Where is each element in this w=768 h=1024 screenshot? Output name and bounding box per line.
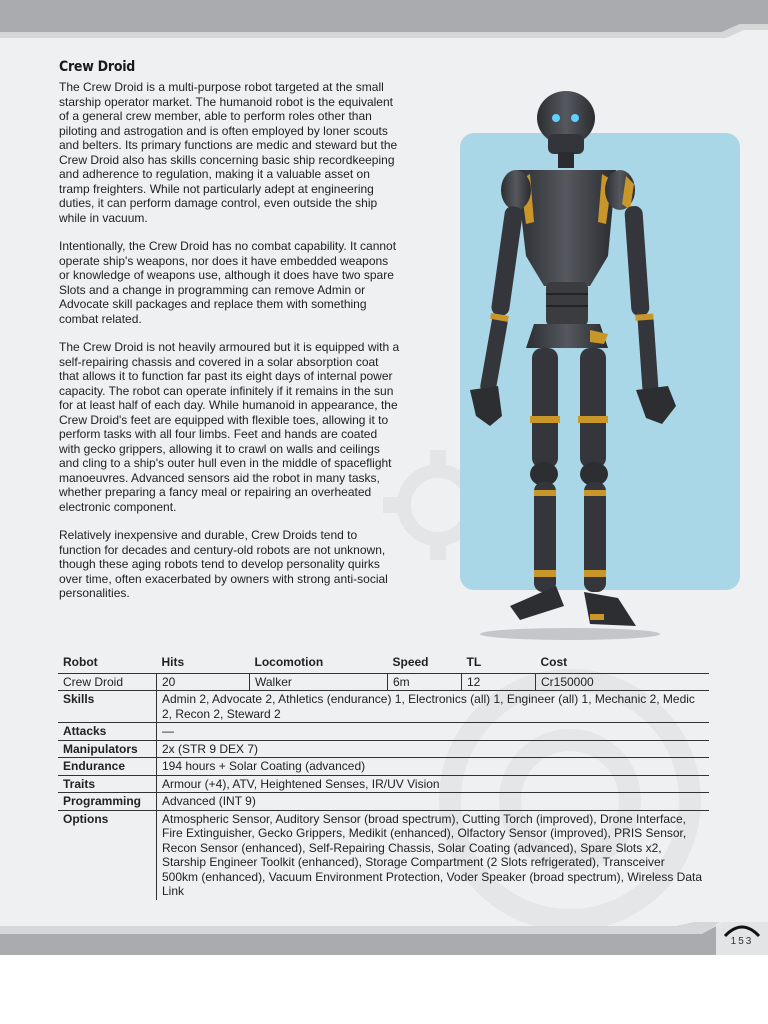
row-value: Advanced (INT 9) xyxy=(157,793,710,811)
table-cell: Cr150000 xyxy=(536,673,710,691)
table-header-row xyxy=(58,654,709,673)
row-value: Armour (+4), ATV, Heightened Senses, IR/UV Vision xyxy=(157,775,710,793)
table-cell: Walker xyxy=(250,673,388,691)
row-value: Atmospheric Sensor, Auditory Sensor (broad spectrum), Cutting Torch (improved), Drone Interface, Fire Extinguisher, Gecko Grippers, Medikit (enhanced), Olfactory Sensor (improved), PRIS Sensor, Recon Sensor (enhanced), Self-Repairing Chassis, Solar Coating (advanced), Spare Slots x2, Starship Engineer Toolkit (enhanced), Storage Compartment (2 Slots refrigerated), Transceiver 500km (enhanced), Vacuum Environment Protection, Voder Speaker (broad spectrum), Wireless Data Link xyxy=(157,810,710,900)
body-text xyxy=(59,80,401,615)
footer-band xyxy=(0,922,768,955)
table-row xyxy=(58,691,709,723)
page-number xyxy=(722,920,762,950)
row-value: — xyxy=(157,723,710,741)
page-number-text: 153 xyxy=(730,936,754,947)
column-header: TL xyxy=(462,654,536,673)
table-row xyxy=(58,723,709,741)
row-label: Manipulators xyxy=(58,740,157,758)
row-label: Traits xyxy=(58,775,157,793)
table-row xyxy=(58,793,709,811)
paragraph: The Crew Droid is a multi-purpose robot targeted at the small starship operator market. The humanoid robot is the equivalent of a general crew member, able to perform roles other than piloting and astrogation and is often employed by loner scouts and belters. Its primary functions are medic and steward but the Crew Droid also has skills concerning basic ship recordkeeping and adherence to regulation, making it a valuable asset on tramp freighters. While not particularly adept at engineering duties, it can perform damage control, even outside the ship while in vacuum. xyxy=(59,80,398,225)
row-label: Skills xyxy=(58,691,157,723)
header-band xyxy=(0,0,768,40)
column-header: Speed xyxy=(388,654,462,673)
table-row xyxy=(58,673,709,691)
crew-droid-illustration xyxy=(440,86,690,646)
table-cell: 20 xyxy=(157,673,250,691)
page-title: Crew Droid xyxy=(59,59,136,75)
row-label: Endurance xyxy=(58,758,157,776)
paragraph: The Crew Droid is not heavily armoured but it is equipped with a self-repairing chassis and covered in a solar absorption coat that allows it to function far past its eight days of internal power capacity. The robot can operate infinitely if it remains in the sun for at least half of each day. While humanoid in appearance, the Crew Droid's feet are equipped with flexible toes, allowing it to perform tasks with all four limbs. Feet and hands are coated with gecko grippers, allowing it to crawl on walls and ceilings and cling to a ship's outer hull even in the middle of spaceflight manoeuvres. Advanced sensors aid the robot in many tasks, whether preparing a fancy meal or repairing an overheated electronic component. xyxy=(59,340,400,514)
table-row xyxy=(58,740,709,758)
table-cell: Crew Droid xyxy=(58,673,157,691)
column-header: Robot xyxy=(58,654,157,673)
robot-stats-table xyxy=(58,654,709,900)
row-value: Admin 2, Advocate 2, Athletics (endurance) 1, Electronics (all) 1, Engineer (all) 1, Mechanic 2, Medic 2, Recon 2, Steward 2 xyxy=(157,691,710,723)
table-cell: 12 xyxy=(462,673,536,691)
column-header: Hits xyxy=(157,654,250,673)
row-value: 194 hours + Solar Coating (advanced) xyxy=(157,758,710,776)
paragraph: Relatively inexpensive and durable, Crew Droids tend to function for decades and century-old robots are not unknown, though these aging robots tend to develop personality quirks over time, often exacerbated by owners with strong anti-social personalities. xyxy=(59,528,388,600)
row-label: Options xyxy=(63,811,109,826)
row-label: Programming xyxy=(58,793,157,811)
column-header: Cost xyxy=(536,654,710,673)
row-value: 2x (STR 9 DEX 7) xyxy=(157,740,710,758)
table-row xyxy=(58,775,709,793)
table-row xyxy=(58,810,709,900)
table-row xyxy=(58,758,709,776)
row-label: Attacks xyxy=(58,723,157,741)
column-header: Locomotion xyxy=(250,654,388,673)
table-cell: 6m xyxy=(388,673,462,691)
paragraph: Intentionally, the Crew Droid has no combat capability. It cannot operate ship's weapons, nor does it have embedded weapons or knowledge of weapons use, although it does have two spare Slots and a change in programming can remove Admin or Advocate skill packages and replace them with something combat related. xyxy=(59,239,397,326)
